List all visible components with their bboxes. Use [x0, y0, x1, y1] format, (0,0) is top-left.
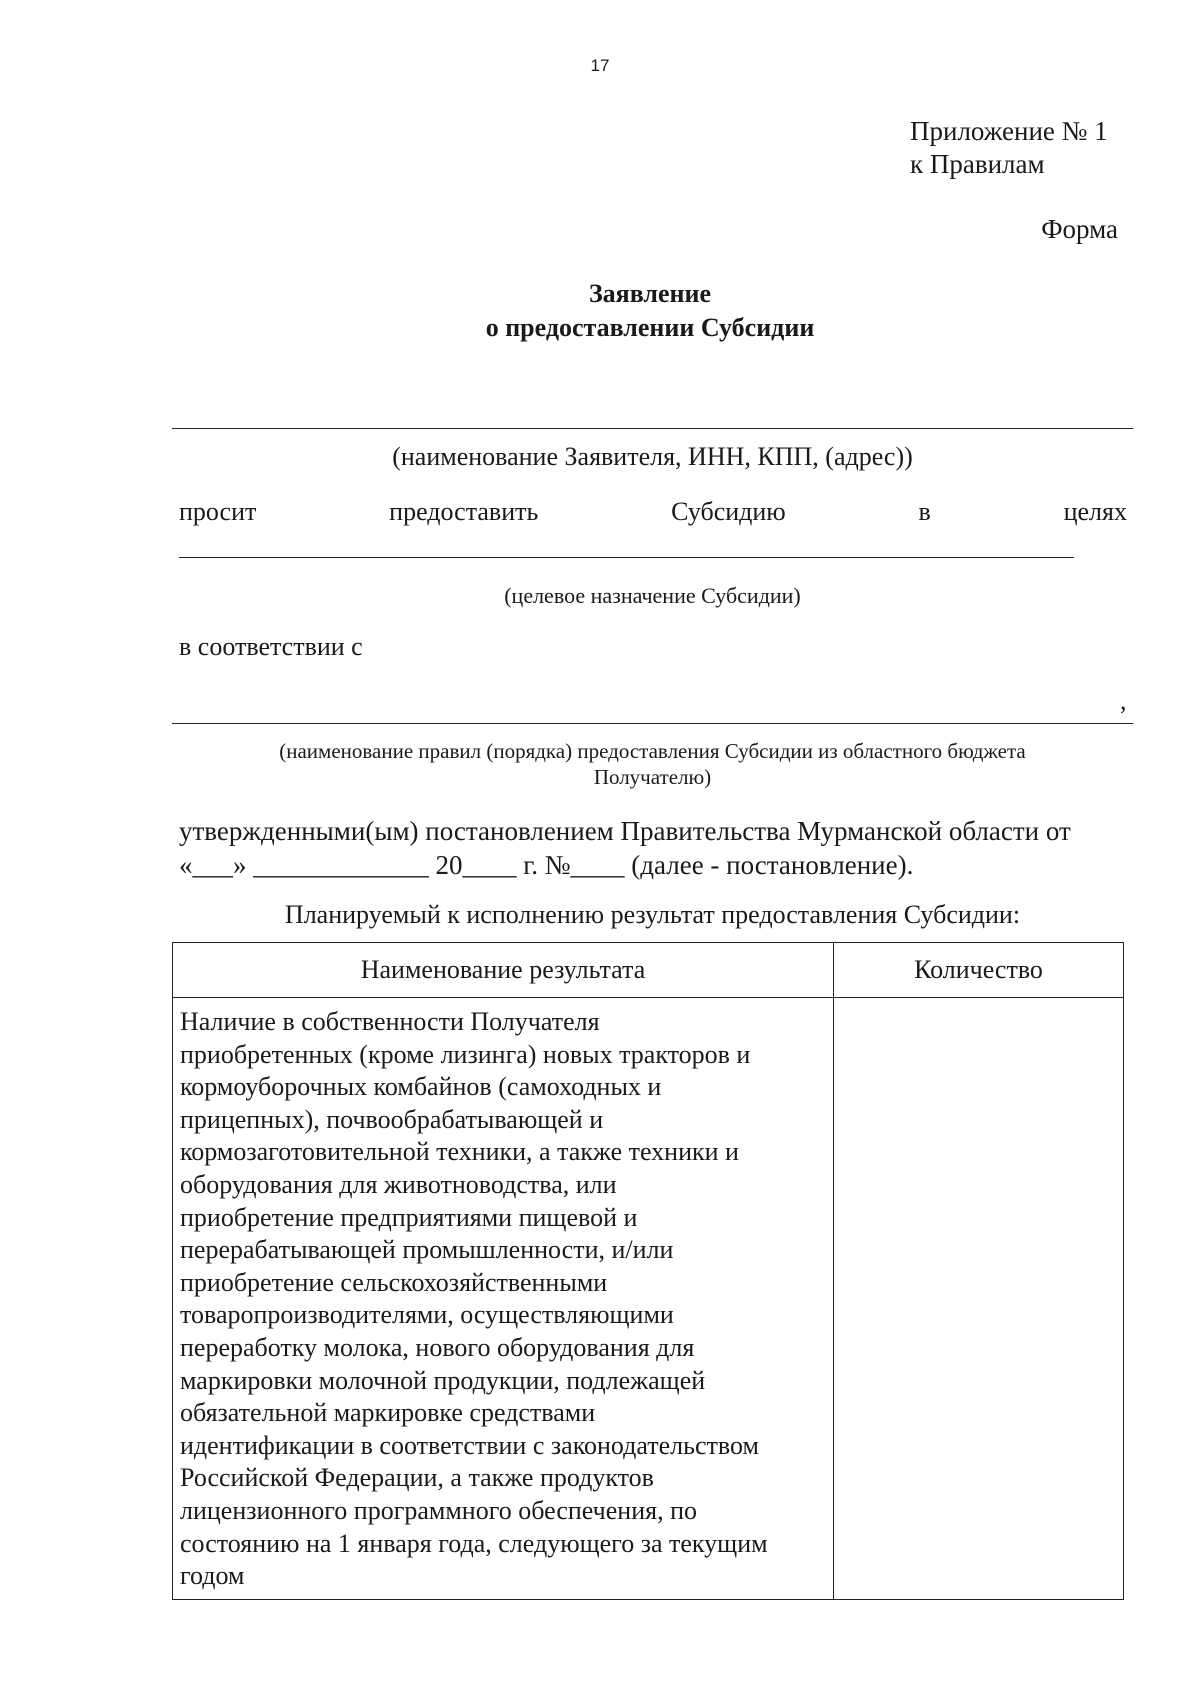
- header-quantity: Количество: [834, 943, 1124, 998]
- request-word: Субсидию: [671, 497, 786, 526]
- request-word: целях: [1063, 497, 1127, 526]
- document-title: [0, 277, 1200, 345]
- desc-line: Наличие в собственности Получателя: [180, 1007, 600, 1036]
- desc-line: обязательной маркировке средствами: [180, 1398, 596, 1428]
- desc-line: перерабатывающей промышленности, и/или: [180, 1235, 674, 1265]
- comma: ,: [1120, 686, 1127, 715]
- rules-fill-line[interactable]: [172, 723, 1133, 724]
- desc-line: переработку молока, нового оборудования для: [180, 1332, 695, 1362]
- table-row: [173, 998, 1124, 1600]
- title-line-1: Заявление: [588, 279, 712, 308]
- request-word: в: [918, 497, 931, 526]
- desc-line: состоянию на 1 января года, следующего за текущим: [180, 1528, 768, 1558]
- request-line: [179, 497, 1127, 527]
- rules-caption-line-2: Получателю): [593, 765, 712, 789]
- desc-line: идентификации в соответствии с законодательством: [180, 1430, 759, 1460]
- desc-line: Российской Федерации, а также продуктов: [180, 1463, 654, 1493]
- form-label: Форма: [1041, 214, 1118, 244]
- desc-line: лицензионного программного обеспечения, по: [180, 1495, 697, 1525]
- desc-line: товаропроизводителями, осуществляющими: [180, 1300, 674, 1330]
- accordance-text: в соответствии с: [179, 632, 363, 661]
- rules-caption: [172, 738, 1133, 790]
- rules-caption-line-1: (наименование правил (порядка) предоставления Субсидии из областного бюджета: [279, 739, 1026, 763]
- purpose-caption: (целевое назначение Субсидии): [504, 583, 801, 608]
- result-description-cell: [173, 998, 834, 1600]
- desc-line: кормоуборочных комбайнов (самоходных и: [180, 1072, 662, 1102]
- header-result-name: Наименование результата: [173, 943, 834, 998]
- desc-line: приобретение предприятиями пищевой и: [180, 1202, 638, 1232]
- table-header-row: [173, 943, 1124, 998]
- approved-line-2: «___» _____________ 20____ г. №____ (далее - постановление).: [179, 850, 914, 880]
- appendix-line-1: Приложение № 1: [910, 116, 1108, 146]
- planned-result-heading: Планируемый к исполнению результат предоставления Субсидии:: [284, 900, 1021, 929]
- desc-line: приобретенных (кроме лизинга) новых тракторов и: [180, 1039, 751, 1069]
- appendix-line-2: к Правилам: [910, 149, 1045, 179]
- request-word: просит: [179, 497, 257, 526]
- title-line-2: о предоставлении Субсидии: [485, 313, 815, 342]
- desc-line: приобретение сельскохозяйственными: [180, 1267, 608, 1297]
- result-table: [172, 942, 1124, 1600]
- request-word: предоставить: [389, 497, 539, 526]
- appendix-reference: [910, 115, 1108, 181]
- approved-line-1: утвержденными(ым) постановлением Правительства Мурманской области от: [179, 816, 1071, 846]
- approved-by-paragraph: [179, 814, 1131, 882]
- quantity-cell[interactable]: [834, 998, 1124, 1600]
- desc-line: прицепных), почвообрабатывающей и: [180, 1104, 604, 1134]
- page-number: 17: [590, 56, 610, 75]
- desc-line: кормозаготовительной техники, а также техники и: [180, 1137, 739, 1167]
- desc-line: годом: [180, 1561, 245, 1591]
- purpose-fill-line[interactable]: [179, 557, 1074, 558]
- desc-line: оборудования для животноводства, или: [180, 1169, 617, 1199]
- applicant-caption: (наименование Заявителя, ИНН, КПП, (адрес)): [392, 442, 913, 471]
- applicant-fill-line[interactable]: [172, 428, 1133, 429]
- desc-line: маркировки молочной продукции, подлежащей: [180, 1365, 706, 1395]
